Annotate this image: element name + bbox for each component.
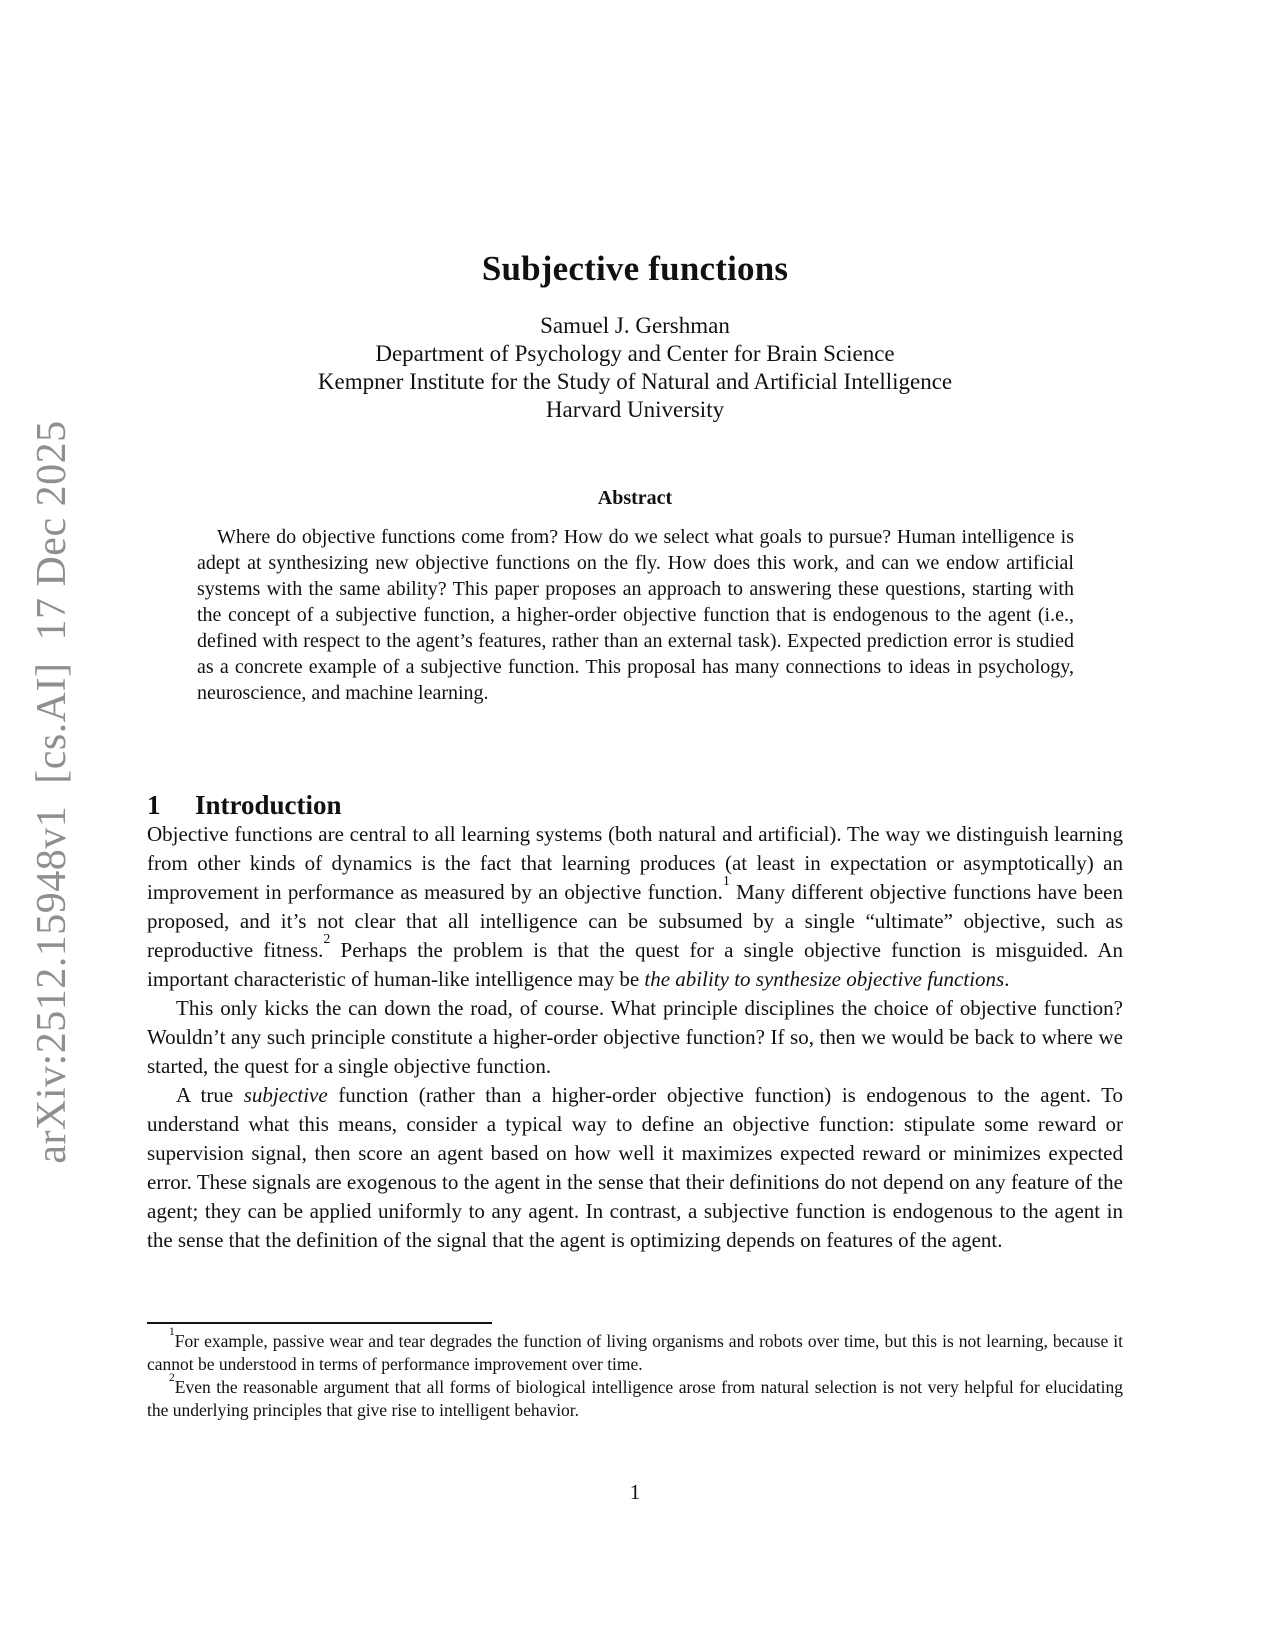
introduction-body bbox=[147, 820, 1123, 1255]
footnote-marker: 1 bbox=[169, 1325, 175, 1338]
footnote bbox=[147, 1371, 1123, 1422]
author-name: Samuel J. Gershman bbox=[540, 313, 730, 338]
affiliation-line: Harvard University bbox=[545, 397, 725, 422]
abstract-heading: Abstract bbox=[597, 487, 673, 509]
affiliation-line: Kempner Institute for the Study of Natural and Artificial Intelligence bbox=[317, 369, 953, 394]
abstract-text: Where do objective functions come from? How do we select what goals to pursue? Human intelligence is adept at synthesizing new objective functions on the fly. How does this work, and can we endow artificial systems with the same ability? This paper proposes an approach to answering these questions, starting with the concept of a subjective function, a higher-order objective function that is endogenous to the agent (i.e., defined with respect to the agent’s features, rather than an external task). Expected prediction error is studied as a concrete example of a subjective function. This proposal has many connections to ideas in psychology, neuroscience, and machine learning. bbox=[197, 526, 1074, 704]
arxiv-watermark: arXiv:2512.15948v1 [cs.AI] 17 Dec 2025 bbox=[29, 420, 75, 1164]
footnote-block bbox=[147, 1322, 1123, 1422]
footnote-text: For example, passive wear and tear degrades the function of living organisms and robots over time, but this is not learning, because it cannot be understood in terms of performance improvement over time. bbox=[147, 1331, 1123, 1374]
paper-title: Subjective functions bbox=[481, 249, 789, 289]
paragraph-text: A true bbox=[176, 1083, 244, 1107]
abstract-body bbox=[197, 524, 1074, 706]
footnote-ref-1: 1 bbox=[722, 872, 730, 888]
section-title: Introduction bbox=[195, 790, 342, 821]
paragraph bbox=[147, 1081, 1123, 1255]
emphasized-text: subjective bbox=[243, 1083, 328, 1107]
emphasized-text: the ability to synthesize objective functions bbox=[644, 967, 1005, 991]
author-block bbox=[147, 312, 1123, 424]
paragraph-text: Many different objective functions have been proposed, and it’s not clear that all intelligence can be subsumed by a single “ultimate” objective, such as reproductive fitness. bbox=[147, 880, 1123, 962]
paragraph-text: . bbox=[1004, 967, 1010, 991]
footnote-text: Even the reasonable argument that all forms of biological intelligence arose from natural selection is not very helpful for elucidating the underlying principles that give rise to intelligent behavior. bbox=[147, 1377, 1123, 1420]
footnote-rule bbox=[147, 1322, 492, 1324]
paragraph bbox=[147, 820, 1123, 994]
footnote bbox=[147, 1325, 1123, 1376]
section-heading-introduction bbox=[147, 790, 1123, 821]
paragraph-text: Objective functions are central to all learning systems (both natural and artificial). The way we distinguish learning from other kinds of dynamics is the fact that learning produces (at least in expectation or asymptotically) an improvement in performance as measured by an objective function. bbox=[147, 822, 1123, 904]
section-number: 1 bbox=[147, 790, 161, 821]
paragraph bbox=[147, 994, 1123, 1081]
footnote-ref-2: 2 bbox=[323, 930, 331, 946]
paragraph-text: This only kicks the can down the road, of course. What principle disciplines the choice of objective function? Wouldn’t any such principle constitute a higher-order objective function? If so, then we would be back to where we started, the quest for a single objective function. bbox=[147, 996, 1123, 1078]
paragraph-text: Perhaps the problem is that the quest for a single objective function is misguided. An important characteristic of human-like intelligence may be bbox=[147, 938, 1123, 991]
page-number: 1 bbox=[629, 1480, 641, 1504]
paragraph-text: function (rather than a higher-order objective function) is endogenous to the agent. To understand what this means, consider a typical way to define an objective function: stipulate some reward or supervision signal, then score an agent based on how well it maximizes expected reward or minimizes expected error. These signals are exogenous to the agent in the sense that their definitions do not depend on any feature of the agent; they can be applied uniformly to any agent. In contrast, a subjective function is endogenous to the agent in the sense that the definition of the signal that the agent is optimizing depends on features of the agent. bbox=[147, 1083, 1123, 1252]
affiliation-line: Department of Psychology and Center for Brain Science bbox=[375, 341, 895, 366]
footnote-marker: 2 bbox=[169, 1371, 175, 1384]
